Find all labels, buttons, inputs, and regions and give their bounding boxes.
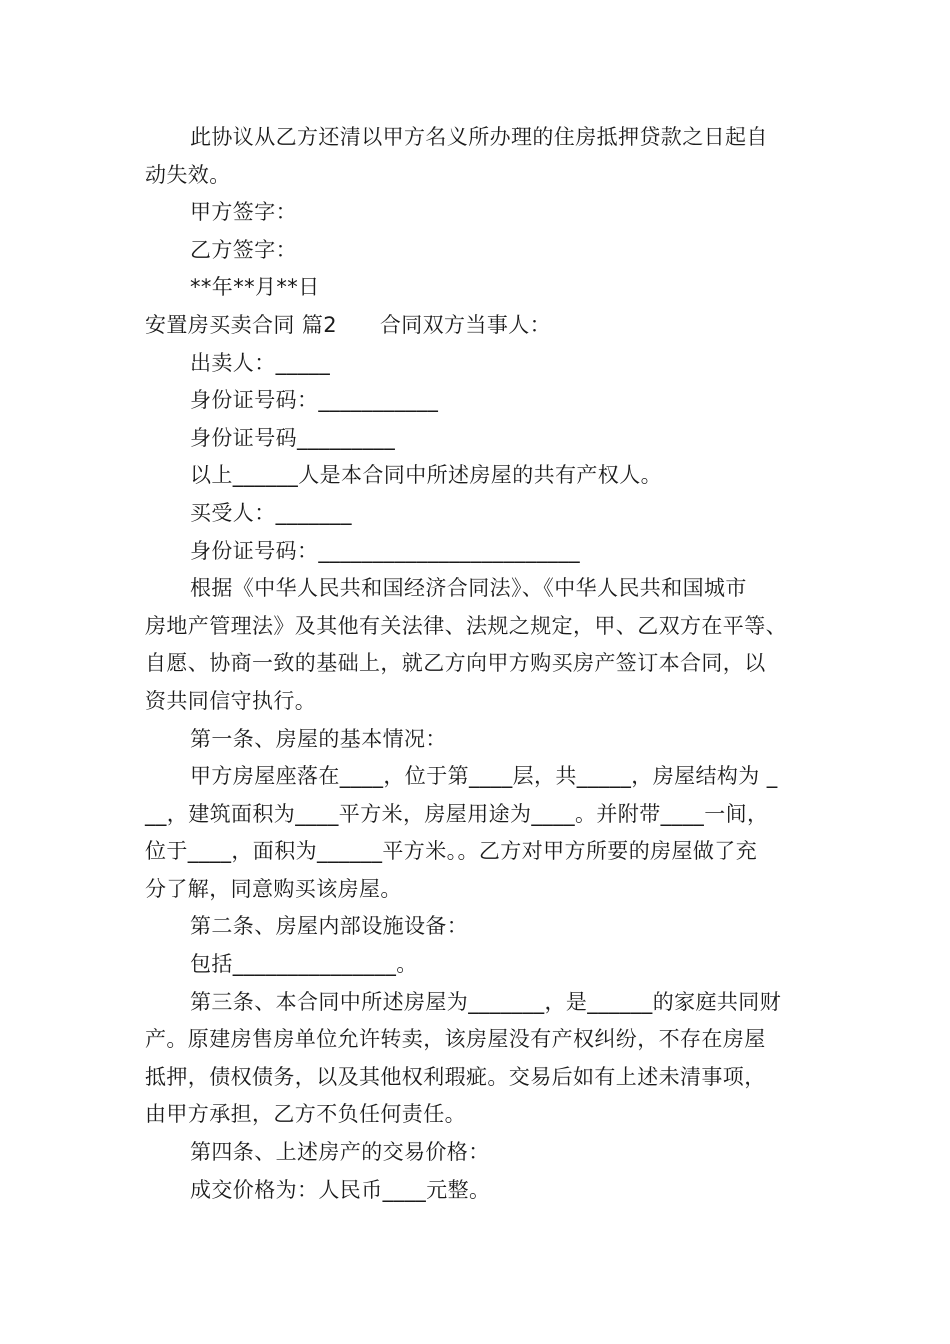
article-1-text: 位于____，面积为______平方米。。乙方对甲方所要的房屋做了充 xyxy=(145,839,758,864)
article-1-text: __，建筑面积为____平方米，房屋用途为____。并附带____一间， xyxy=(145,801,769,826)
buyer-id-line: 身份证号码：________________________ xyxy=(190,538,580,563)
preamble-line: 房地产管理法》及其他有关法律、法规之规定，甲、乙双方在平等、 xyxy=(145,613,787,638)
article-4-text: 成交价格为：人民币____元整。 xyxy=(190,1177,491,1202)
preamble-line: 根据《中华人民共和国经济合同法》、《中华人民共和国城市 xyxy=(190,576,747,601)
text-line: 此协议从乙方还清以甲方名义所办理的住房抵押贷款之日起自 xyxy=(190,125,768,149)
article-2-heading: 第二条、房屋内部设施设备： xyxy=(190,914,469,939)
preamble-line: 资共同信守执行。 xyxy=(145,688,317,713)
article-3-text: 第三条、本合同中所述房屋为_______，是______的家庭共同财 xyxy=(190,989,782,1014)
party-b-signature-line: 乙方签字： xyxy=(190,237,297,262)
article-3-text: 由甲方承担，乙方不负任何责任。 xyxy=(145,1102,466,1127)
section-heading: 安置房买卖合同 篇2 合同双方当事人： xyxy=(145,312,552,337)
seller-id-line-2: 身份证号码_________ xyxy=(190,425,396,450)
co-owners-line: 以上______人是本合同中所述房屋的共有产权人。 xyxy=(190,463,662,488)
seller-line: 出卖人：_____ xyxy=(190,350,331,375)
article-4-heading: 第四条、上述房产的交易价格： xyxy=(190,1140,490,1165)
text-line: 动失效。 xyxy=(145,162,231,187)
document-page xyxy=(145,119,829,1209)
article-1-text: 分了解，同意购买该房屋。 xyxy=(145,876,402,901)
seller-id-line: 身份证号码：___________ xyxy=(190,388,439,413)
article-3-text: 产。原建房售房单位允许转卖，该房屋没有产权纠纷，不存在房屋 xyxy=(145,1027,766,1052)
article-2-text: 包括_______________。 xyxy=(190,952,418,977)
article-1-text: 甲方房屋座落在____，位于第____层，共_____，房屋结构为 _ xyxy=(190,764,778,789)
article-3-text: 抵押，债权债务，以及其他权利瑕疵。交易后如有上述未清事项， xyxy=(145,1064,766,1089)
article-1-heading: 第一条、房屋的基本情况： xyxy=(190,726,447,751)
preamble-line: 自愿、协商一致的基础上，就乙方向甲方购买房产签订本合同，以 xyxy=(145,651,766,676)
party-a-signature-line: 甲方签字： xyxy=(190,200,297,225)
date-line: **年**月**日 xyxy=(190,275,320,300)
buyer-line: 买受人：_______ xyxy=(190,500,352,525)
